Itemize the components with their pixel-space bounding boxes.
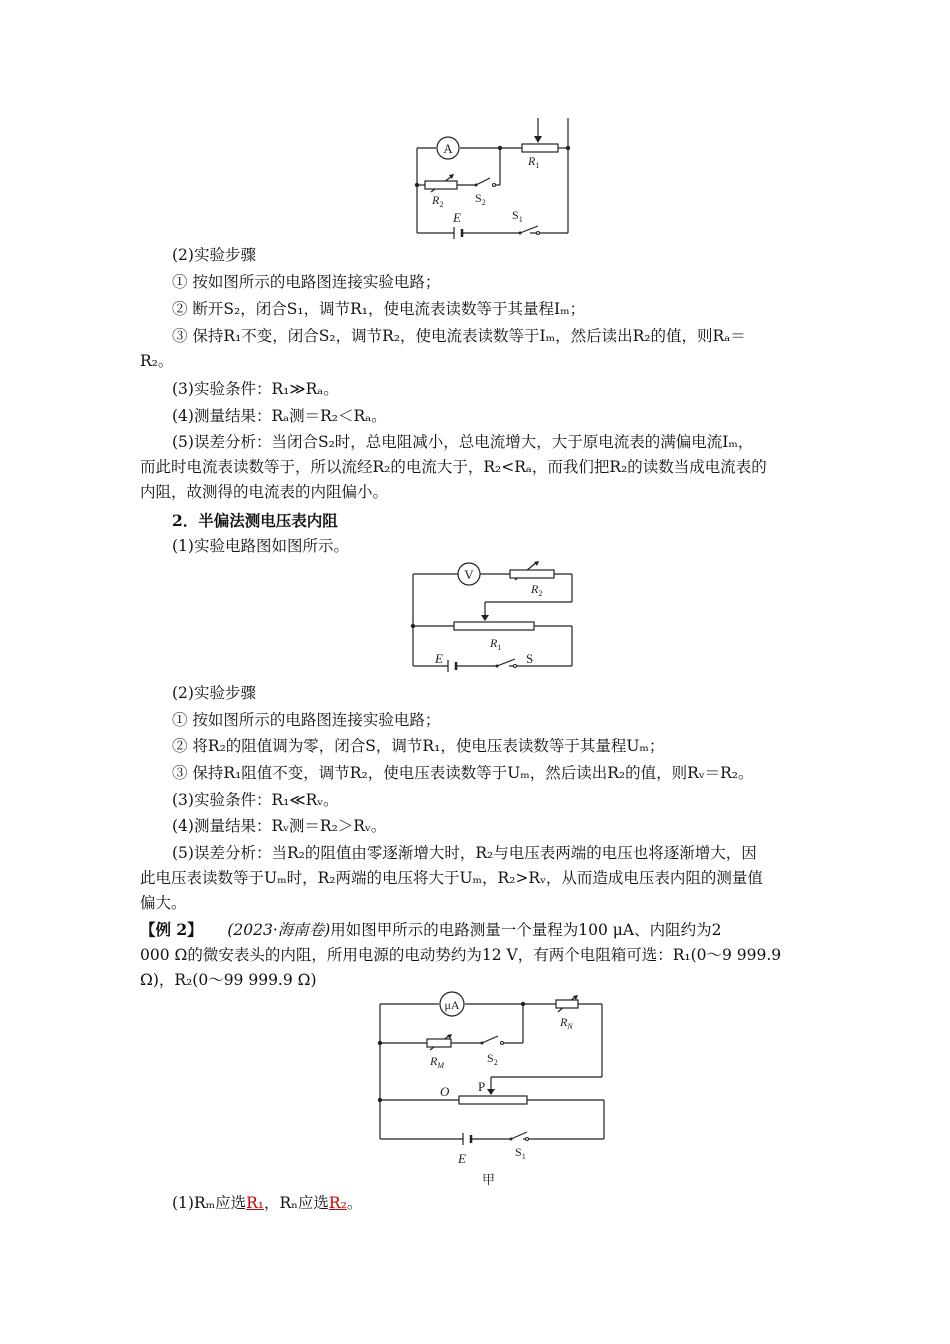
battery-label: E [435, 651, 443, 666]
example-source: (2023·海南卷) [227, 921, 331, 939]
slider-p-label: P [478, 1079, 486, 1094]
question-1 [172, 1192, 362, 1214]
condition: (3)实验条件：R₁≫Rₐ。 [172, 380, 339, 398]
ammeter-label: A [443, 141, 453, 156]
rn-label: R [560, 1015, 568, 1029]
svg-text:R1: $R_1$ [490, 636, 502, 652]
rheostat-rn [556, 1000, 578, 1008]
step-2: ② 断开S₂，闭合S₁，调节R₁，使电流表读数等于其量程Iₘ； [172, 300, 586, 318]
step-1: ① 按如图所示的电路图连接实验电路； [172, 273, 441, 291]
battery-label: E [458, 1151, 466, 1166]
svg-text:RM: $R_M$ [430, 1054, 445, 1070]
r2-label: R [432, 193, 440, 207]
battery-label: E [453, 210, 461, 225]
resistor-r1 [454, 622, 534, 630]
svg-text:S1: $S_1$ [512, 208, 523, 224]
svg-text:S2: $S_2$ [475, 191, 486, 207]
switch-label: S [526, 651, 534, 666]
example-line-2: 000 Ω的微安表头的内阻，所用电源的电动势约为12 V，有两个电阻箱可选：R₁(0～9 999.9 [140, 946, 782, 964]
figure-intro: (1)实验电路图如图所示。 [172, 537, 349, 555]
example-text: 用如图甲所示的电路测量一个量程为100 μA、内阻约为2 [330, 921, 722, 939]
error-analysis: (5)误差分析：当闭合S₂时，总电阻减小，总电流增大，大于原电流表的满偏电流Iₘ， [172, 433, 754, 451]
potentiometer [459, 1096, 527, 1104]
result-2: (4)测量结果：Rᵥ测＝R₂＞Rᵥ。 [172, 817, 387, 835]
rheostat-r2 [510, 570, 554, 578]
circuit-diagram-voltmeter [405, 560, 580, 672]
s1-label: S [515, 1145, 522, 1159]
r1-label: R [528, 154, 536, 168]
step-2-3: ③ 保持R₁阻值不变，调节R₂，使电压表读数等于Uₘ，然后读出R₂的值，则Rᵥ＝R₂。 [172, 764, 754, 782]
s2-label: S [475, 191, 482, 205]
steps-title: (2)实验步骤 [172, 246, 256, 264]
r2-label: R [531, 582, 539, 596]
error-analysis-2-1: (5)误差分析：当R₂的阻值由零逐渐增大时，R₂与电压表两端的电压也将逐渐增大，因 [172, 844, 757, 862]
step-3: ③ 保持R₁不变，闭合S₂，调节R₂，使电流表读数等于Iₘ，然后读出R₂的值，则Rₐ＝ [172, 327, 746, 345]
step-2-2: ② 将R₂的阻值调为零，闭合S，调节R₁，使电压表读数等于其量程Uₘ； [172, 737, 665, 755]
figure-caption: 甲 [482, 1172, 496, 1187]
example-label: 【例 2】 [140, 920, 203, 939]
section-heading: 2．半偏法测电压表内阻 [172, 511, 338, 530]
q1-end: 。 [346, 1194, 363, 1212]
svg-text:S1: $S_1$ [515, 1145, 526, 1161]
svg-text:R1: $R_1$ [528, 154, 540, 170]
r1-label: R [490, 636, 498, 650]
resistor-r1 [522, 144, 558, 152]
rm-label: R [430, 1054, 438, 1068]
circuit-diagram-ammeter [400, 118, 590, 243]
microammeter-label: μA [444, 998, 460, 1012]
svg-text:RN: $R_N$ [560, 1015, 573, 1031]
result: (4)测量结果：Rₐ测＝R₂＜Rₐ。 [172, 407, 387, 425]
q1-prefix: (1)Rₘ应选 [172, 1194, 247, 1212]
s2-label: S [487, 1051, 494, 1065]
q1-answer-2: R₂ [328, 1194, 347, 1212]
rheostat-r2 [425, 181, 457, 189]
node-o-label: O [440, 1084, 450, 1099]
error-analysis-2: 而此时电流表读数等于，所以流经R₂的电流大于，R₂<Rₐ，而我们把R₂的读数当成电流表的 [140, 458, 767, 476]
rheostat-rm [427, 1039, 451, 1047]
s1-label: S [512, 208, 519, 222]
example-line-1 [140, 919, 721, 941]
q1-mid: ，Rₙ应选 [264, 1194, 329, 1212]
q1-answer-1: R₁ [246, 1194, 265, 1212]
error-analysis-3: 内阻，故测得的电流表的内阻偏小。 [140, 483, 389, 501]
error-analysis-2-3: 偏大。 [140, 894, 187, 912]
condition-2: (3)实验条件：R₁≪Rᵥ。 [172, 791, 339, 809]
example-line-3: Ω)，R₂(0～99 999.9 Ω) [140, 971, 317, 989]
step-2-1: ① 按如图所示的电路图连接实验电路； [172, 711, 441, 729]
svg-text:R2: $R_2$ [432, 193, 444, 209]
step-3-cont: R₂。 [140, 352, 174, 370]
voltmeter-label: V [464, 567, 474, 582]
svg-text:S2: $S_2$ [487, 1051, 498, 1067]
circuit-diagram-example [370, 990, 615, 1190]
svg-text:R2: $R_2$ [531, 582, 543, 598]
steps-title-2: (2)实验步骤 [172, 684, 256, 702]
error-analysis-2-2: 此电压表读数等于Uₘ时，R₂两端的电压将大于Uₘ，R₂>Rᵥ，从而造成电压表内阻的测量值 [140, 869, 763, 887]
